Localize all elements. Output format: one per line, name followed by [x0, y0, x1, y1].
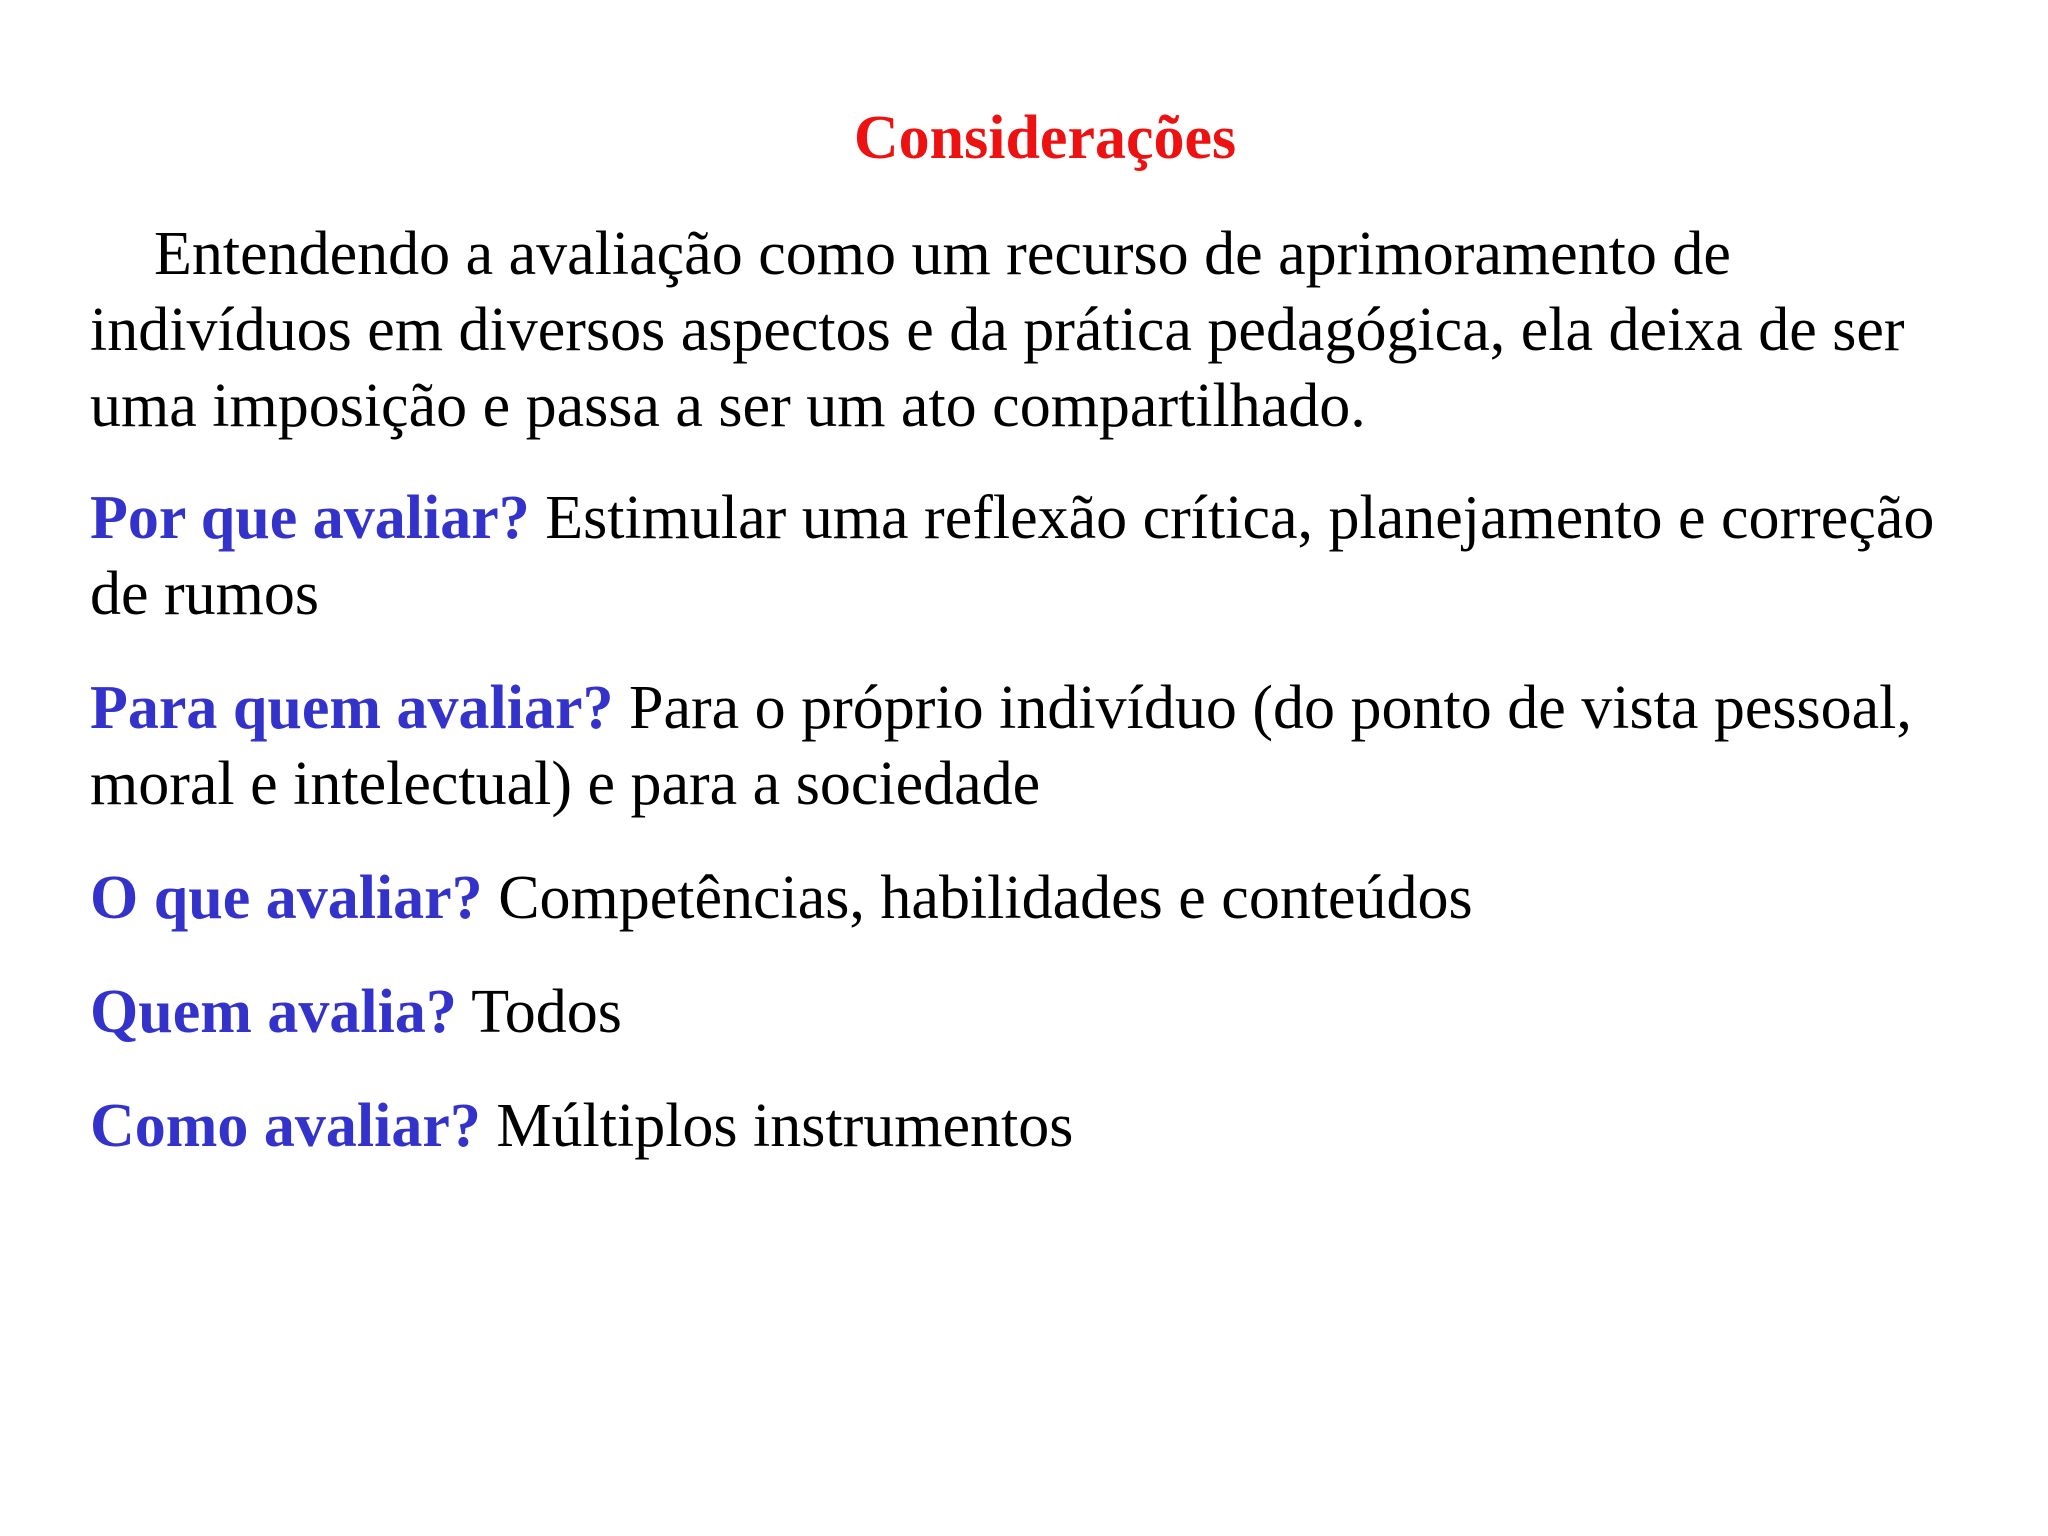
- qa-line: [90, 860, 2010, 936]
- qa-item-para-quem: [90, 670, 2010, 822]
- intro-line: indivíduos em diversos aspectos e da prática pedagógica, ela deixa de ser: [90, 296, 1905, 364]
- question-label: Para quem avaliar?: [90, 674, 614, 742]
- intro-line: uma imposição e passa a ser um ato compartilhado.: [90, 372, 1366, 440]
- answer-text: Para o próprio indivíduo (do ponto de vista pessoal,: [613, 674, 1912, 742]
- qa-item-como: [90, 1088, 2010, 1164]
- slide-title: Considerações: [853, 104, 1237, 172]
- qa-item-quem: [90, 974, 2010, 1050]
- intro-paragraph: [90, 216, 1990, 444]
- qa-item-o-que: [90, 860, 2010, 936]
- intro-line: Entendendo a avaliação como um recurso de aprimoramento de: [154, 220, 1731, 288]
- question-label: O que avaliar?: [90, 864, 483, 932]
- answer-text: Múltiplos instrumentos: [480, 1092, 1074, 1160]
- answer-text: Estimular uma reflexão crítica, planejamento e correção: [529, 484, 1935, 552]
- qa-line: [90, 1088, 2010, 1164]
- qa-line: [90, 974, 2010, 1050]
- answer-continuation: moral e intelectual) e para a sociedade: [90, 750, 1041, 818]
- answer-continuation: de rumos: [90, 560, 320, 628]
- answer-text: Todos: [456, 978, 622, 1046]
- qa-item-por-que: [90, 480, 2010, 632]
- question-label: Quem avalia?: [90, 978, 457, 1046]
- qa-line: [90, 480, 2010, 556]
- question-label: Por que avaliar?: [90, 484, 530, 552]
- qa-line: [90, 670, 2010, 746]
- question-label: Como avaliar?: [90, 1092, 481, 1160]
- answer-text: Competências, habilidades e conteúdos: [482, 864, 1473, 932]
